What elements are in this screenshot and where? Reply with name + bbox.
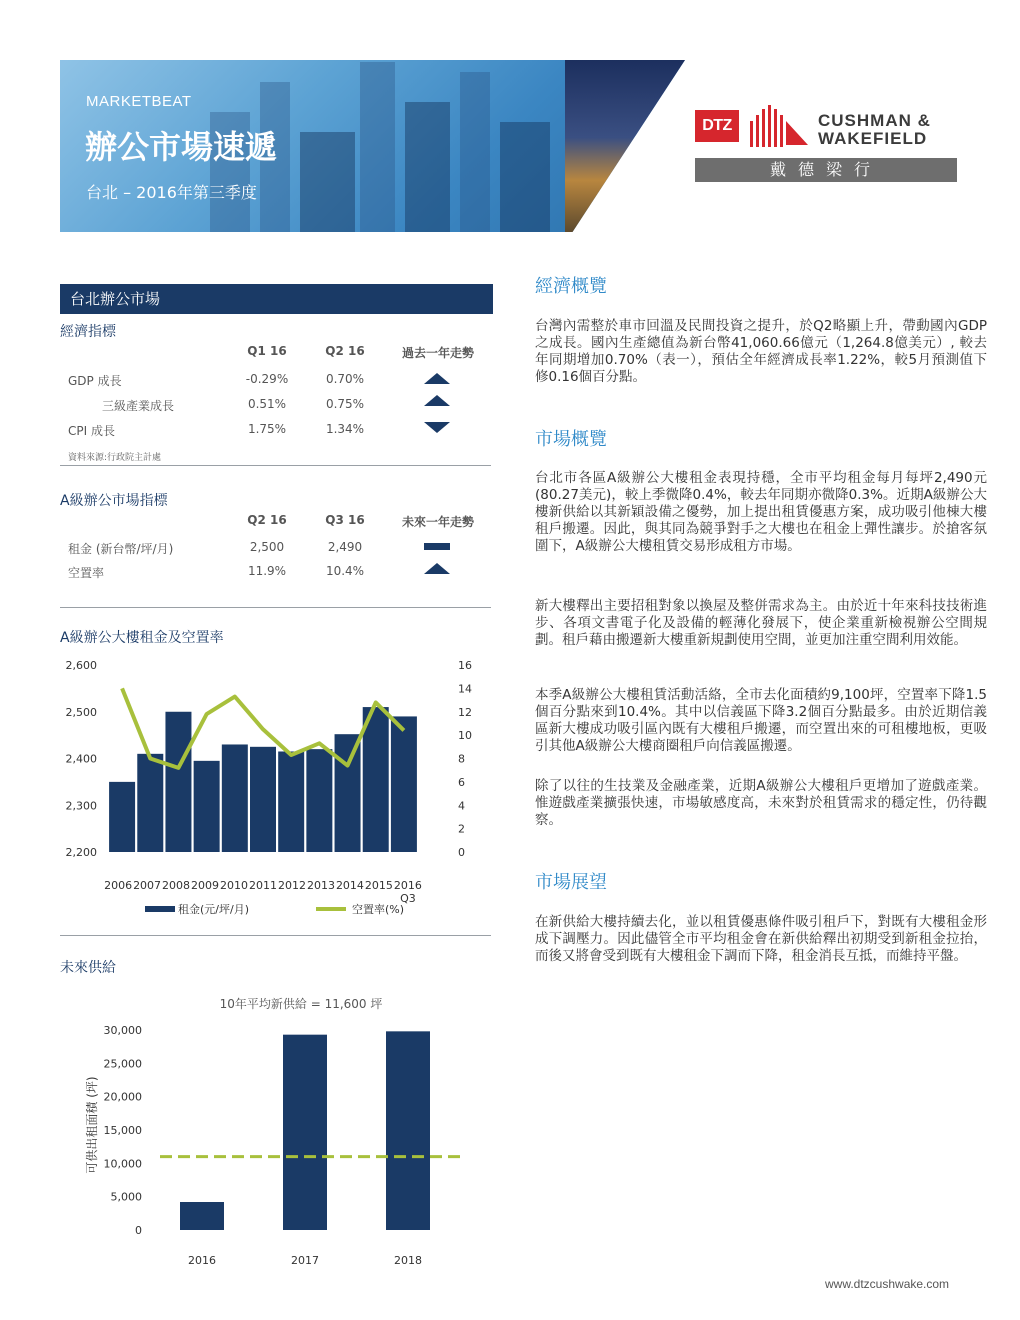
rent-bar [335, 734, 361, 852]
future-supply-chart [60, 990, 490, 1275]
x-axis-tick: 2015 [364, 879, 393, 892]
econ-indicators-label: 經濟指標 [60, 324, 116, 340]
econ-row-value: 1.75% [247, 422, 287, 436]
rent-bar [194, 761, 220, 852]
rent-bar [137, 754, 163, 852]
y-axis-tick: 5,000 [110, 1190, 142, 1204]
x-axis-tick: 2017 [291, 1254, 319, 1267]
x-axis-tick: 2018 [394, 1254, 422, 1267]
econ-header-2: Q2 16 [325, 344, 365, 358]
economy-overview-heading: 經濟概覽 [535, 276, 607, 297]
econ-source: 資料來源:行政院主計處 [68, 453, 162, 463]
market-outlook-paragraph: 在新供給大樓持續去化，並以租賃優惠條件吸引租戶下，對既有大樓租金形成下調壓力。因此儘管全市平均租金會在新供給釋出初期受到新租金拉抬，而後又將會受到既有大樓租金下調而下降，租金消長互抵，而維持平盤。 [535, 914, 987, 964]
y-axis-tick: 20,000 [103, 1090, 142, 1104]
x-axis-tick: 2016 [188, 1254, 216, 1267]
x-axis-tick: 2010 [220, 879, 249, 892]
dtz-logo: DTZ [695, 110, 739, 142]
legend-label-rent: 租金(元/坪/月) [178, 903, 249, 916]
rent-bar [306, 749, 332, 852]
y-axis-left-tick: 2,300 [65, 799, 97, 813]
econ-row-value: 0.75% [325, 397, 365, 411]
wordmark-line-1: CUSHMAN & [818, 111, 931, 130]
x-axis-tick: 2011 [249, 879, 277, 892]
rent-bar [250, 747, 276, 852]
trend-up-icon [424, 563, 450, 574]
section-divider [60, 607, 491, 608]
market-row-value: 2,490 [327, 540, 363, 554]
rent-bar [363, 707, 389, 852]
y-axis-left-tick: 2,600 [65, 659, 97, 672]
trend-flat-icon [424, 543, 450, 550]
econ-row-name: GDP 成長 [68, 374, 122, 388]
panel-title: 台北辦公市場 [60, 284, 493, 314]
x-axis-tick: 2012 [277, 879, 306, 892]
y-axis-right-tick: 14 [458, 682, 472, 696]
x-axis-tick: 2008 [162, 879, 191, 892]
y-axis-right-tick: 16 [458, 659, 472, 672]
footer-website-link[interactable]: www.dtzcushwake.com [825, 1277, 950, 1291]
y-axis-right-tick: 4 [458, 799, 465, 813]
wordmark-line-2: WAKEFIELD [818, 129, 928, 148]
report-subtitle: 台北 – 2016年第三季度 [86, 183, 257, 202]
market-header-1: Q2 16 [247, 513, 287, 527]
market-row-value: 10.4% [325, 564, 365, 578]
economy-overview-paragraph: 台灣內需整於車市回溫及民間投資之提升，於Q2略顯上升，帶動國內GDP之成長。國內生產總值為新台幣41,060.66億元（1,264.8億美元）, 較去年同期增加0.70%（表一），預估全年經濟成長率1.22%，較5月預測值下修0.16個百分點。 [535, 318, 987, 385]
y-axis-label: 可供出租面積 (坪) [85, 1076, 99, 1174]
econ-row-value: -0.29% [245, 372, 289, 386]
supply-bar [180, 1202, 224, 1230]
section-divider [60, 465, 491, 466]
cushman-wakefield-wordmark [818, 112, 931, 148]
y-axis-right-tick: 0 [458, 846, 465, 859]
rent-vacancy-chart [60, 650, 490, 925]
x-axis-tick: Q3 [400, 892, 416, 905]
market-overview-paragraph-1: 台北市各區A級辦公大樓租金表現持穩，全市平均租金每月每坪2,490元(80.27美元)，較上季微降0.4%，較去年同期亦微降0.3%。近期A級辦公大樓新供給以其新穎設備之優勢，加上提出租賃優惠方案，成功吸引他棟大樓租戶搬遷。因此，與其同為競爭對手之大樓也在租金上彈性讓步。於搶客氛圍下，A級辦公大樓租賃交易形成租方市場。 [535, 470, 987, 554]
market-outlook-heading: 市場展望 [535, 872, 607, 893]
x-axis-tick: 2006 [104, 879, 133, 892]
rent-chart-label: A級辦公大樓租金及空置率 [60, 630, 224, 646]
y-axis-tick: 10,000 [103, 1157, 142, 1171]
y-axis-right-tick: 8 [458, 752, 465, 766]
report-series-label: MARKETBEAT [86, 93, 192, 110]
rent-bar [165, 712, 191, 852]
y-axis-tick: 0 [135, 1224, 142, 1237]
market-overview-paragraph-4: 除了以往的生技業及金融產業，近期A級辦公大樓租戶更增加了遊戲產業。惟遊戲產業擴張快速，市場敏感度高，未來對於租賃需求的穩定性，仍待觀察。 [535, 778, 987, 828]
market-row-name: 租金 (新台幣/坪/月) [68, 542, 174, 556]
market-row-name: 空置率 [68, 566, 105, 580]
econ-row-value: 1.34% [325, 422, 365, 436]
y-axis-right-tick: 2 [458, 822, 465, 836]
y-axis-tick: 25,000 [103, 1057, 142, 1071]
section-divider [60, 935, 491, 936]
rent-bar [222, 744, 248, 852]
market-header-3: 未來一年走勢 [401, 515, 474, 529]
market-overview-paragraph-3: 本季A級辦公大樓租賃活動活絡，全市去化面積約9,100坪，空置率下降1.5個百分點來到10.4%。其中以信義區下降3.2個百分點最多。由於近期信義區新大樓成功吸引區內既有大樓租戶搬遷，而空置出來的可租樓地板，更吸引其他A級辦公大樓商圈租戶向信義區搬遷。 [535, 687, 987, 754]
rent-bar [109, 782, 135, 852]
x-axis-tick: 2013 [306, 879, 335, 892]
rent-bar [391, 716, 417, 852]
y-axis-right-tick: 12 [458, 705, 472, 719]
market-indicators-label: A級辦公市場指標 [60, 493, 168, 509]
y-axis-tick: 15,000 [103, 1124, 142, 1137]
x-axis-tick: 2009 [191, 879, 220, 892]
y-axis-left-tick: 2,400 [65, 752, 97, 766]
market-overview-heading: 市場概覽 [535, 429, 607, 450]
econ-header-1: Q1 16 [247, 344, 287, 358]
trend-up-icon [424, 373, 450, 384]
y-axis-left-tick: 2,500 [65, 705, 97, 719]
y-axis-right-tick: 10 [458, 729, 472, 743]
market-overview-paragraph-2: 新大樓釋出主要招租對象以換屋及整併需求為主。由於近十年來科技技術進步、各項文書電子化及設備的輕薄化發展下，使企業重新檢視辦公空間規劃。租戶藉由搬遷新大樓重新規劃使用空間，並更加注重空間利用效能。 [535, 598, 987, 648]
x-axis-tick: 2007 [133, 879, 162, 892]
cushman-wakefield-logo-mark [748, 105, 810, 147]
y-axis-tick: 30,000 [103, 1024, 142, 1037]
legend-label-vacancy: 空置率(%) [352, 903, 405, 916]
market-row-value: 11.9% [247, 564, 287, 578]
econ-row-name: CPI 成長 [68, 424, 115, 438]
trend-down-icon [424, 422, 450, 433]
x-axis-tick: 2016 [393, 879, 422, 892]
econ-row-name: 三級產業成長 [102, 399, 175, 413]
legend-swatch-rent [145, 906, 175, 912]
supply-bar [283, 1035, 327, 1230]
future-supply-label: 未來供給 [60, 960, 116, 976]
supply-bar [386, 1031, 430, 1230]
econ-row-value: 0.51% [247, 397, 287, 411]
market-header-2: Q3 16 [325, 513, 365, 527]
x-axis-tick: 2014 [335, 879, 364, 892]
chart-title: 10年平均新供給 = 11,600 坪 [219, 997, 383, 1011]
y-axis-left-tick: 2,200 [65, 846, 97, 859]
chinese-brand-name: 戴德梁行 [695, 158, 957, 182]
econ-header-3: 過去一年走勢 [401, 346, 474, 360]
market-row-value: 2,500 [249, 540, 285, 554]
report-title: 辦公市場速遞 [85, 128, 278, 166]
trend-up-icon [424, 395, 450, 406]
econ-row-value: 0.70% [325, 372, 365, 386]
rent-bar [278, 751, 304, 852]
y-axis-right-tick: 6 [458, 775, 465, 789]
